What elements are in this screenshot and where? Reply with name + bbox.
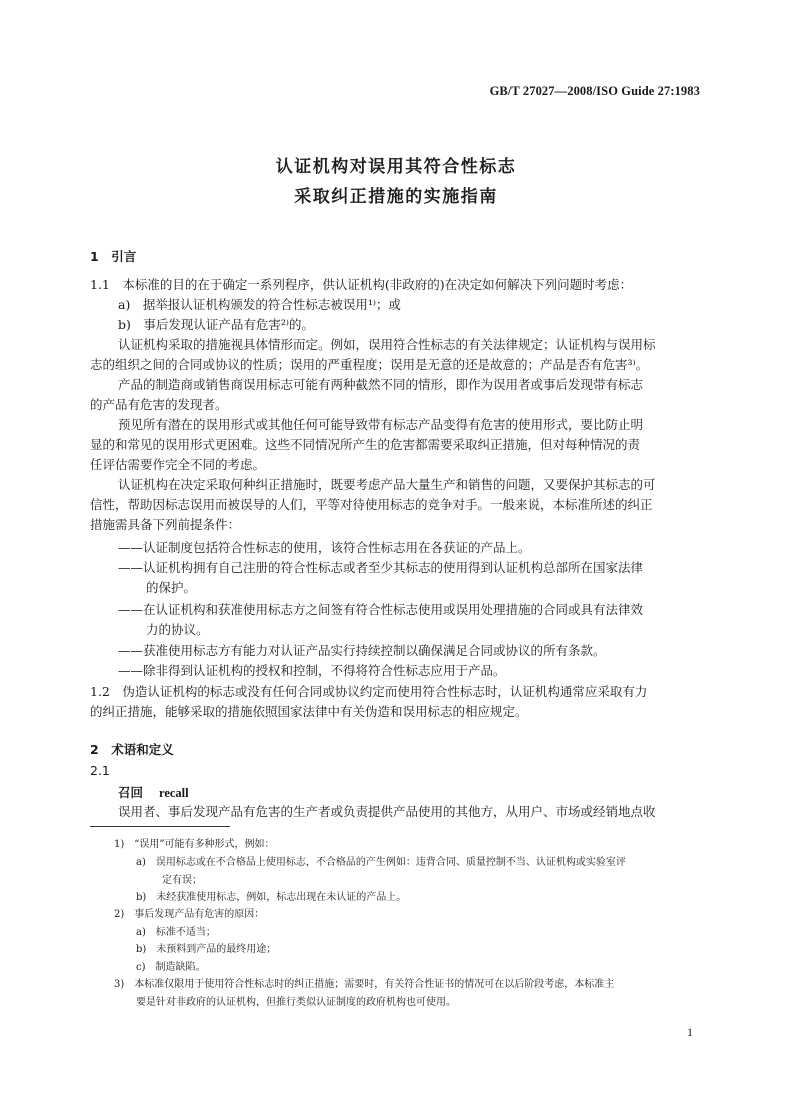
paragraph-line: 认证机构采取的措施视具体情形而定。例如，误用符合性标志的有关法律规定；认证机构与误用标 bbox=[118, 337, 656, 352]
dash-item: ——除非得到认证机构的授权和控制，不得将符合性标志应用于产品。 bbox=[118, 663, 506, 678]
footnote-item: b) 未经获准使用标志，例如，标志出现在未认证的产品上。 bbox=[136, 892, 407, 903]
paragraph-line: 认证机构在决定采取何种纠正措施时，既要考虑产品大量生产和销售的问题，又要保护其标志的可 bbox=[118, 477, 656, 492]
term-recall bbox=[118, 783, 189, 801]
footnote-item: a) 误用标志或在不合格品上使用标志，不合格品的产生例如：违背合同、质量控制不当、认证机构或实验室评 bbox=[136, 857, 626, 868]
footnote-2: 2) 事后发现产品有危害的原因： bbox=[114, 909, 265, 920]
footnote-item: b) 未预料到产品的最终用途； bbox=[136, 944, 277, 955]
clause-1-1: 1.1 本标准的目的在于确定一系列程序，供认证机构(非政府的)在决定如何解决下列问题时考虑： bbox=[90, 277, 633, 292]
paragraph-line: 的纠正措施，能够采取的措施依照国家法律中有关伪造和误用标志的相应规定。 bbox=[90, 704, 528, 719]
term-zh: 召回 bbox=[118, 785, 144, 800]
paragraph-line: 信性，帮助因标志误用而被误导的人们，平等对待使用标志的竞争对手。一般来说，本标准所述的纠正 bbox=[90, 497, 653, 512]
dash-item: ——认证机构拥有自己注册的符合性标志或者至少其标志的使用得到认证机构总部所在国家法律 bbox=[118, 560, 644, 575]
paragraph-line: 预见所有潜在的误用形式或其他任何可能导致带有标志产品变得有危害的使用形式，要比防止明 bbox=[118, 417, 644, 432]
paragraph-line: 任评估需要作完全不同的考虑。 bbox=[90, 457, 266, 472]
standard-code: GB/T 27027—2008/ISO Guide 27:1983 bbox=[489, 84, 700, 98]
document-title-line-1: 认证机构对误用其符合性标志 bbox=[275, 157, 517, 177]
clause-2-1: 2.1 bbox=[90, 763, 110, 778]
footnote-separator bbox=[90, 826, 230, 827]
term-definition: 误用者、事后发现产品有危害的生产者或负责提供产品使用的其他方，从用户、市场或经销地点收 bbox=[118, 804, 656, 819]
footnote-1: 1) “误用”可能有多种形式，例如： bbox=[114, 839, 275, 850]
paragraph-line: 措施需具备下列前提条件： bbox=[90, 517, 241, 532]
paragraph-line: 志的组织之间的合同或协议的性质；误用的严重程度；误用是无意的还是故意的；产品是否有危害³⁾。 bbox=[90, 357, 649, 372]
footnote-item: a) 标准不适当； bbox=[136, 927, 216, 938]
dash-item-continuation: 的保护。 bbox=[146, 580, 197, 595]
page-number: 1 bbox=[687, 1025, 693, 1039]
dash-item: ——认证制度包括符合性标志的使用，该符合性标志用在各获证的产品上。 bbox=[118, 540, 531, 555]
dash-item-continuation: 力的协议。 bbox=[146, 622, 209, 637]
paragraph-line: 产品的制造商或销售商误用标志可能有两种截然不同的情形，即作为误用者或事后发现带有标志 bbox=[118, 377, 644, 392]
paragraph-line: 的产品有危害的发现者。 bbox=[90, 397, 228, 412]
dash-item: ——获准使用标志方有能力对认证产品实行持续控制以确保满足合同或协议的所有条款。 bbox=[118, 643, 606, 658]
list-item-b: b) 事后发现认证产品有危害²⁾的。 bbox=[118, 317, 314, 332]
footnote-item-continuation: 定有误； bbox=[162, 875, 202, 886]
footnote-item-continuation: 要是针对非政府的认证机构，但推行类似认证制度的政府机构也可使用。 bbox=[136, 997, 456, 1008]
list-item-a: a) 据举报认证机构颁发的符合性标志被误用¹⁾；或 bbox=[118, 297, 401, 312]
document-title-line-2: 采取纠正措施的实施指南 bbox=[294, 187, 498, 207]
paragraph-line: 显的和常见的误用形式更困难。这些不同情况所产生的危害都需要采取纠正措施，但对每种情况的责 bbox=[90, 437, 641, 452]
clause-1-2: 1.2 伪造认证机构的标志或没有任何合同或协议约定而使用符合性标志时，认证机构通常应采取有力 bbox=[90, 684, 648, 699]
section-1-heading: 1 引言 bbox=[90, 249, 137, 264]
dash-item: ——在认证机构和获准使用标志方之间签有符合性标志使用或误用处理措施的合同或具有法律效 bbox=[118, 602, 644, 617]
footnote-item: c) 制造缺陷。 bbox=[136, 962, 206, 973]
term-en: recall bbox=[159, 786, 189, 800]
section-2-heading: 2 术语和定义 bbox=[90, 742, 174, 757]
footnote-3: 3) 本标准仅限用于使用符合性标志时的纠正措施；需要时，有关符合性证书的情况可在以后阶段考虑，本标准主 bbox=[114, 979, 615, 990]
